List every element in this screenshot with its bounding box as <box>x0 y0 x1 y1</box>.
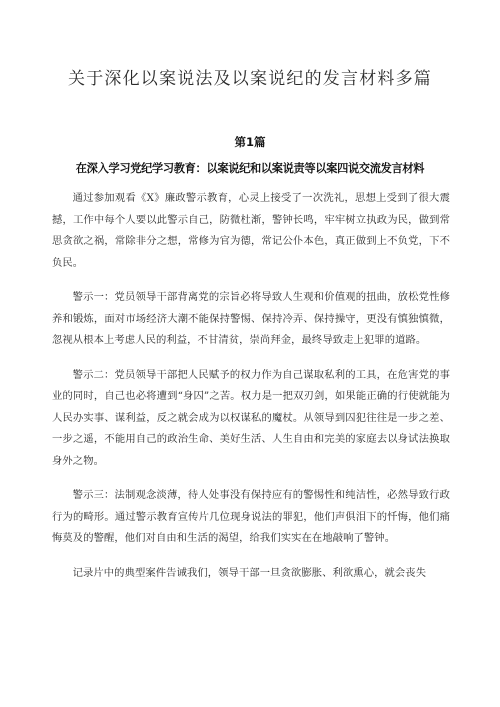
paragraph-case-lesson: 记录片中的典型案件告诫我们，领导干部一旦贪欲膨胀、利欲熏心，就会丧失 <box>72 566 427 579</box>
section-number: 第1篇 <box>234 135 266 149</box>
section-title: 在深入学习党纪学习教育：以案说纪和以案说责等以案四说交流发言材料 <box>75 162 425 175</box>
paragraph-intro: 通过参加观看《X》廉政警示教育，心灵上接受了一次洗礼，思想上受到了很大震撼，工作中每个人要以此警示自己，防微杜渐，警钟长鸣，牢牢树立执政为民，做到常思贪欲之祸，常除非分之想，常修为官为德，常记公仆本色，真正做到上不负党，下不负民。 <box>52 192 450 269</box>
paragraph-warning-three: 警示三：法制观念淡薄，待人处事没有保持应有的警惕性和纯洁性，必然导致行政行为的畸形。通过警示教育宣传片几位现身说法的罪犯，他们声俱泪下的忏悔，他们痛悔莫及的警醒，他们对自由和生活的渴望，给我们实实在在地敲响了警钟。 <box>52 489 450 544</box>
paragraph-warning-two: 警示二：党员领导干部把人民赋予的权力作为自己谋取私利的工具，在危害党的事业的同时，自己也必将遭到“身囚”之苦。权力是一把双刃剑，如果能正确的行使就能为人民办实事、谋利益，反之就会成为以权谋私的魔杖。从领导到囚犯往往是一步之差、一步之遥，不能用自己的政治生命、美好生活、人生自由和完美的家庭去以身试法换取身外之物。 <box>52 368 450 467</box>
paragraph-warning-one: 警示一：党员领导干部背离党的宗旨必将导致人生观和价值观的扭曲，放松党性修养和锻炼，面对市场经济大潮不能保持警惕、保持冷弄、保持操守，更没有慎独慎微，忽视从根本上考虑人民的利益，不甘清贫，崇尚拜金，最终导致走上犯罪的道路。 <box>52 291 450 346</box>
document-title: 关于深化以案说法及以案说纪的发言材料多篇 <box>68 69 432 89</box>
document-body <box>52 188 450 597</box>
